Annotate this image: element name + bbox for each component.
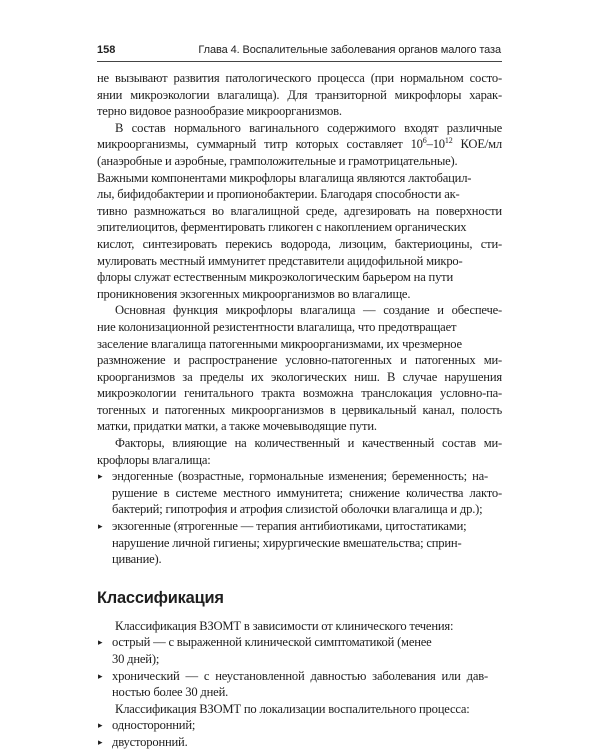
text-line: янии микроэкологии влагалища). Для транзиторной микрофлоры харак- — [97, 87, 502, 102]
bullet-icon: ▸ — [98, 637, 103, 648]
list-item-text-line: бактерий; гипотрофия и атрофия слизистой оболочки влагалища и др.); — [112, 502, 483, 517]
list-item-bilateral — [97, 734, 502, 751]
text-line: проникновения экзогенных микроорганизмов во влагалище. — [97, 286, 411, 301]
list-item-text-line: ностью более 30 дней. — [112, 685, 229, 700]
bullet-icon: ▸ — [98, 471, 103, 482]
text-line: размножение и распространение условно-патогенных и патогенных ми- — [97, 353, 502, 368]
text-fragment: микроорганизмы, суммарный титр которых составляет 10 — [97, 137, 423, 152]
bullet-icon: ▸ — [98, 720, 103, 731]
paragraph-continuation — [97, 70, 502, 120]
text-line: В состав нормального вагинального содержимого входят различные — [115, 120, 503, 135]
text-line: кроорганизмов за пределы их экологических ниш. В случае нарушения — [97, 369, 502, 384]
text-line: тивно размножаться во влагалищной среде, адгезировать на поверхности — [97, 203, 502, 218]
list-item-text-line: 30 дней); — [112, 652, 160, 666]
list-item-text: экзогенные (ятрогенные — терапия антибиотиками, цитостатиками; — [112, 519, 467, 534]
text-line: терно видовое разнообразие микроорганизмов. — [97, 104, 342, 119]
list-item-text: эндогенные (возрастные, гормональные изменения; беременность; на- — [112, 469, 489, 484]
text-line: не вызывают развития патологического процесса (при нормальном состо- — [97, 71, 503, 85]
classification-by-localization — [97, 701, 502, 751]
list-item-unilateral — [97, 717, 502, 734]
running-title: Глава 4. Воспалительные заболевания органов малого таза — [198, 44, 501, 56]
list-item-text: односторонний; — [112, 718, 196, 733]
text-line: матки, придатки матки, а также мочевыводящие пути. — [97, 419, 377, 434]
list-item-exogenous — [97, 518, 502, 535]
text-line: эпителиоцитов, ферментировать гликоген с накоплением органических — [97, 220, 467, 235]
text-line: кислот, синтезировать перекись водорода, лизоцим, бактериоцины, сти- — [97, 236, 502, 251]
text-fragment: –10 — [426, 137, 445, 152]
factors-list — [97, 468, 502, 568]
bullet-icon: ▸ — [98, 521, 103, 532]
list-item-text-line: рушение в системе местного иммунитета; снижение количества лакто- — [112, 485, 502, 500]
bullet-icon: ▸ — [98, 670, 103, 681]
list-item-text: двусторонний. — [112, 734, 188, 749]
page-number: 158 — [97, 44, 116, 56]
text-line: крофлоры влагалища: — [97, 452, 211, 467]
spacer — [97, 610, 502, 618]
text-line: лы, бифидобактерии и пропионобактерии. Благодаря способности ак- — [97, 187, 460, 202]
text-line: мулировать местный иммунитет представители ацидофильной микро- — [97, 253, 463, 268]
text-line: заселение влагалища патогенными микроорганизмами, их чрезмерное — [97, 336, 462, 351]
superscript: 6 — [422, 136, 427, 146]
paragraph-main-function — [97, 302, 502, 435]
section-heading: Классификация — [97, 588, 224, 607]
text-line-titer — [97, 136, 502, 153]
list-item-chronic — [97, 668, 502, 685]
text-line: тогенных и патогенных микроорганизмов в цервикальный канал, полость — [97, 402, 503, 417]
classification-by-course — [97, 618, 502, 701]
text-line: Классификация ВЗОМТ по локализации воспалительного процесса: — [115, 701, 470, 716]
text-line: микроэкологии генитального тракта возможна транслокация условно-па- — [97, 386, 502, 401]
page-body — [97, 70, 502, 751]
text-fragment: КОЕ/мл — [452, 137, 502, 152]
text-line: ние колонизационной резистентности влагалища, что предотвращает — [97, 319, 457, 334]
list-item-text-line: цивание). — [112, 552, 162, 567]
text-line: флоры служат естественным микроэкологическим барьером на пути — [97, 270, 454, 285]
list-item-endogenous — [97, 468, 502, 485]
text-line: (анаэробные и аэробные, грамположительные и грамотрицательные). — [97, 153, 458, 168]
list-item-text-line: нарушение личной гигиены; хирургические вмешательства; сприн- — [112, 535, 462, 550]
text-line: Классификация ВЗОМТ в зависимости от клинического течения: — [115, 618, 454, 633]
paragraph-factors — [97, 435, 502, 468]
paragraph-normal-microflora — [97, 120, 502, 303]
text-line: Важными компонентами микрофлоры влагалища являются лактобацил- — [97, 170, 472, 185]
spacer — [97, 568, 502, 588]
list-item-text: хронический — с неустановленной давностью заболевания или дав- — [112, 668, 488, 683]
text-line: Основная функция микрофлоры влагалища — создание и обеспече- — [115, 303, 502, 318]
header-rule — [97, 61, 502, 62]
running-header — [97, 44, 501, 60]
bullet-icon: ▸ — [98, 736, 103, 747]
list-item-text: острый — с выраженной клинической симптоматикой (менее — [112, 635, 432, 650]
text-line: Факторы, влияющие на количественный и качественный состав ми- — [115, 436, 503, 451]
superscript: 12 — [444, 136, 453, 146]
list-item-acute — [97, 634, 502, 651]
